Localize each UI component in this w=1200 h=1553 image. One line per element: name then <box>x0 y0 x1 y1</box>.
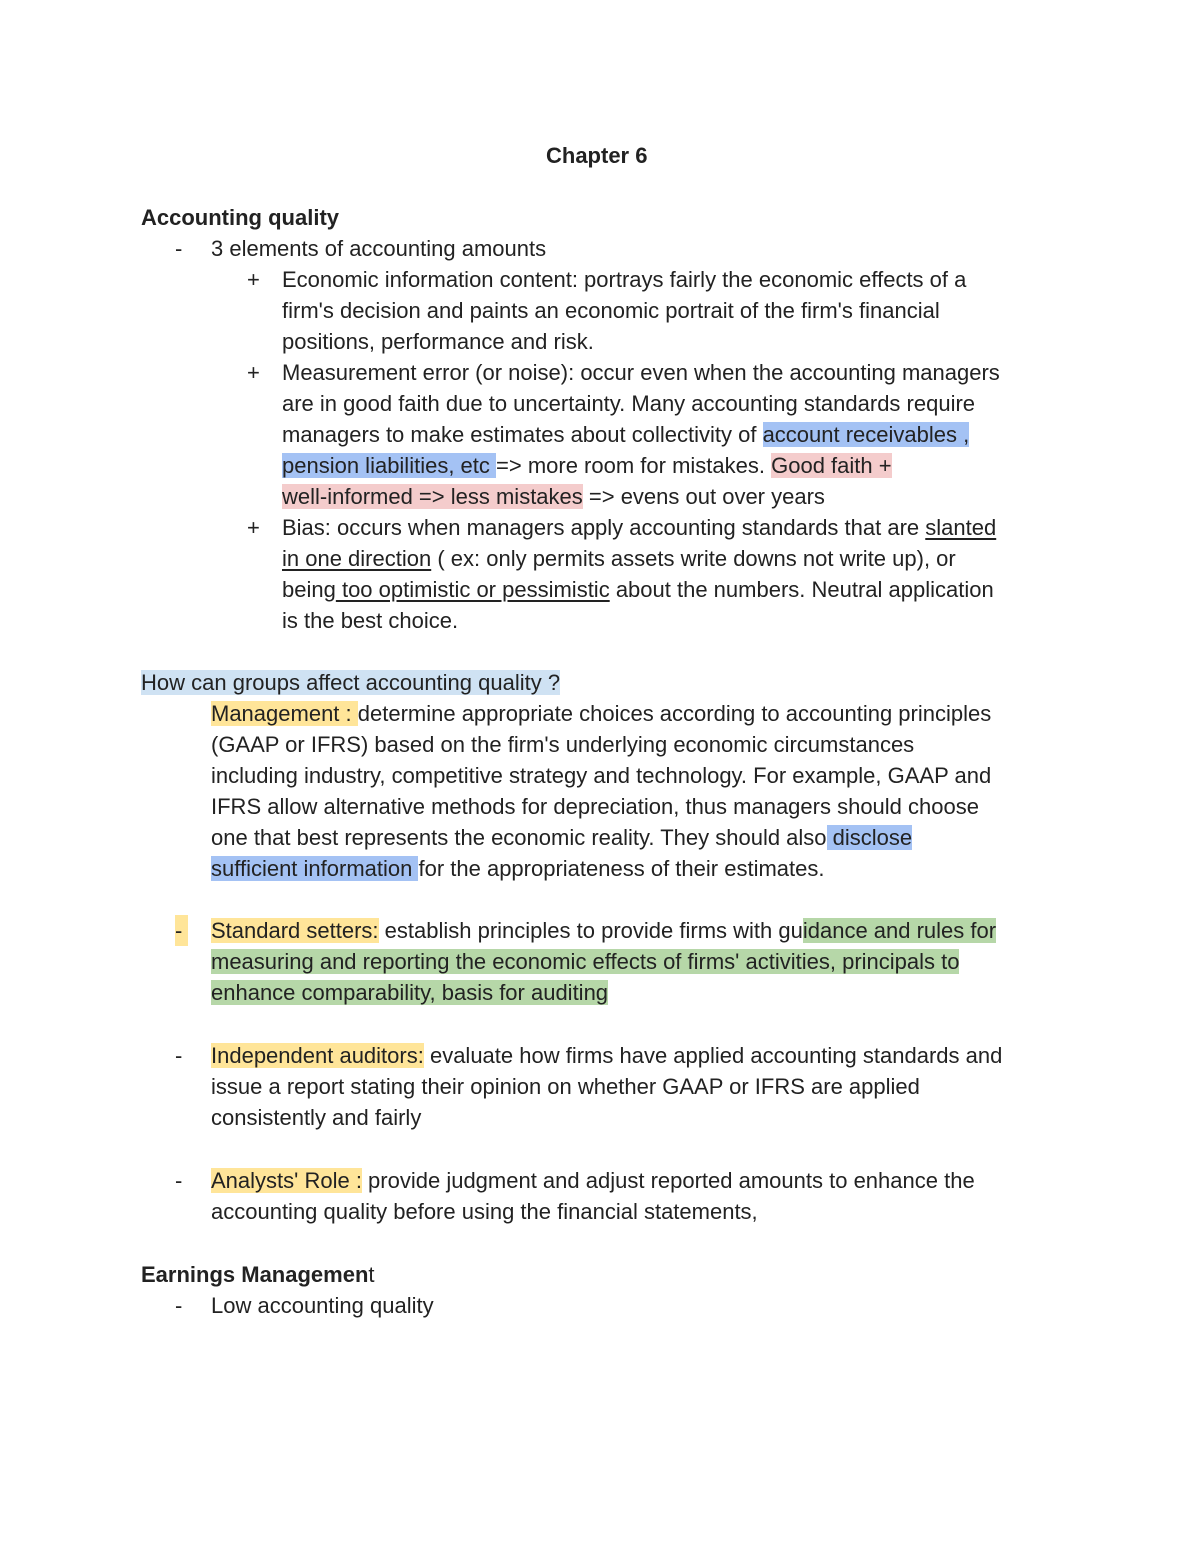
analysts-line-2: accounting quality before using the financial statements, <box>211 1199 758 1224</box>
management-line-2: (GAAP or IFRS) based on the firm's underlying economic circumstances <box>211 732 915 757</box>
measurement-line-4 <box>282 450 892 481</box>
label-analysts-role: Analysts' Role : <box>211 1168 362 1193</box>
groups-question <box>141 667 560 698</box>
highlight-account-receivables: account receivables , <box>762 422 970 447</box>
text-segment: ( ex: only permits assets write downs not write up), or <box>431 546 956 571</box>
measurement-line-1: Measurement error (or noise): occur even when the accounting managers <box>282 360 1000 385</box>
measurement-line-5 <box>282 481 825 512</box>
auditors-line-3: consistently and fairly <box>211 1105 422 1130</box>
bias-line-3 <box>282 574 994 605</box>
text-segment: being <box>282 577 336 602</box>
standard-setters-line-1 <box>211 915 996 946</box>
highlight-disclose: disclose <box>826 825 913 850</box>
dash-marker: - <box>175 1168 183 1193</box>
underline-slanted: slanted <box>925 515 997 540</box>
dash-marker: - <box>175 236 183 261</box>
management-line-4: IFRS allow alternative methods for depreciation, thus managers should choose <box>211 794 979 819</box>
label-management: Management : <box>211 701 358 726</box>
economic-line-1: Economic information content: portrays fairly the economic effects of a <box>282 267 967 292</box>
section-heading-accounting-quality: Accounting quality <box>141 205 339 230</box>
management-line-6 <box>211 853 824 884</box>
bias-line-4: is the best choice. <box>282 608 459 633</box>
bullet-three-elements: 3 elements of accounting amounts <box>211 236 547 261</box>
highlight-comparability: enhance comparability, basis for auditing <box>211 980 609 1005</box>
label-standard-setters: Standard setters: <box>211 918 379 943</box>
text-segment: evaluate how firms have applied accounting standards and <box>423 1043 1003 1068</box>
economic-line-3: positions, performance and risk. <box>282 329 594 354</box>
standard-setters-line-2 <box>211 946 959 977</box>
heading-bold-part: Earnings Managemen <box>141 1262 369 1287</box>
standard-setters-line-3 <box>211 977 608 1008</box>
plus-marker: + <box>247 267 260 292</box>
bullet-low-accounting-quality: Low accounting quality <box>211 1293 434 1318</box>
section-heading-earnings-management <box>141 1259 375 1290</box>
heading-tail: t <box>368 1262 375 1287</box>
text-segment: for the appropriateness of their estimates. <box>418 856 825 881</box>
highlight-measuring: measuring and reporting the economic effects of firms' activities, principals to <box>211 949 960 974</box>
text-segment: about the numbers. Neutral application <box>609 577 994 602</box>
management-line-5 <box>211 822 912 853</box>
auditors-line-1 <box>211 1040 1002 1071</box>
measurement-line-3 <box>282 419 969 450</box>
highlight-well-informed: well-informed => less mistakes <box>282 484 583 509</box>
underline-optimistic-pessimistic: too optimistic or pessimistic <box>335 577 610 602</box>
dash-marker: - <box>175 1043 183 1068</box>
auditors-line-2: issue a report stating their opinion on whether GAAP or IFRS are applied <box>211 1074 920 1099</box>
text-segment: => evens out over years <box>582 484 825 509</box>
text-segment: one that best represents the economic reality. They should also <box>211 825 827 850</box>
text-segment: Bias: occurs when managers apply accounting standards that are <box>282 515 926 540</box>
plus-marker: + <box>247 515 260 540</box>
text-segment: provide judgment and adjust reported amounts to enhance the <box>361 1168 975 1193</box>
dash-marker: - <box>175 915 188 946</box>
management-line-3: including industry, competitive strategy and technology. For example, GAAP and <box>211 763 992 788</box>
highlight-pension-liabilities: pension liabilities, etc <box>282 453 497 478</box>
highlight-sufficient-information: sufficient information <box>211 856 419 881</box>
bias-line-2 <box>282 543 956 574</box>
underline-one-direction: in one direction <box>282 546 432 571</box>
highlight-question: How can groups affect accounting quality ? <box>141 670 561 695</box>
highlight-good-faith: Good faith + <box>771 453 892 478</box>
text-segment: => more room for mistakes. <box>496 453 772 478</box>
highlight-guidance: idance and rules for <box>802 918 997 943</box>
label-independent-auditors: Independent auditors: <box>211 1043 424 1068</box>
management-line-1 <box>211 698 991 729</box>
text-segment: determine appropriate choices according to accounting principles <box>357 701 992 726</box>
economic-line-2: firm's decision and paints an economic portrait of the firm's financial <box>282 298 940 323</box>
plus-marker: + <box>247 360 260 385</box>
analysts-line-1 <box>211 1165 975 1196</box>
bias-line-1 <box>282 512 996 543</box>
measurement-line-2: are in good faith due to uncertainty. Many accounting standards require <box>282 391 976 416</box>
text-segment: establish principles to provide firms with gu <box>378 918 803 943</box>
text-segment: managers to make estimates about collectivity of <box>282 422 763 447</box>
page-title: Chapter 6 <box>546 143 648 168</box>
dash-marker: - <box>175 1293 183 1318</box>
